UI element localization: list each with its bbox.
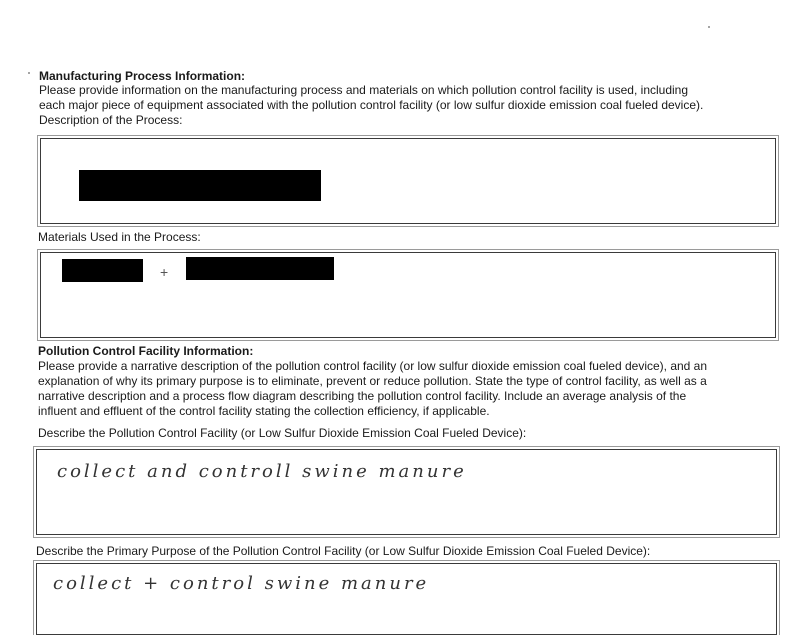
process-description-label: Description of the Process: xyxy=(39,113,183,127)
pollution-intro-line1: Please provide a narrative description of the pollution control facility (or low sulfur dioxide emission coal fueled device), and an xyxy=(38,359,708,373)
manufacturing-intro-line2: each major piece of equipment associated with the pollution control facility (or low sulfur dioxide emission coal fueled device). xyxy=(39,98,704,112)
scan-speck xyxy=(708,26,710,28)
pollution-intro-line4: influent and effluent of the control facility stating the collection efficiency, if applicable. xyxy=(38,404,490,418)
pollution-heading: Pollution Control Facility Information: xyxy=(38,344,254,358)
redaction-bar xyxy=(62,259,143,282)
redaction-bar xyxy=(186,257,334,280)
pollution-intro-line3: narrative description and a process flow diagram describing the pollution control facility. Include an average analysis of the xyxy=(38,389,687,403)
process-description-field[interactable] xyxy=(40,138,776,224)
pollution-intro-line2: explanation of why its primary purpose is to eliminate, prevent or reduce pollution. State the type of control facility, as well as a xyxy=(38,374,707,388)
manufacturing-heading: Manufacturing Process Information: xyxy=(39,69,246,83)
facility-description-field[interactable] xyxy=(36,449,777,535)
materials-label: Materials Used in the Process: xyxy=(38,230,201,244)
facility-description-label: Describe the Pollution Control Facility (or Low Sulfur Dioxide Emission Coal Fueled Device): xyxy=(38,426,527,440)
redaction-bar xyxy=(79,170,321,201)
primary-purpose-field[interactable] xyxy=(36,563,777,635)
materials-field[interactable] xyxy=(40,252,776,338)
primary-purpose-answer: collect + control swine manure xyxy=(53,573,430,594)
primary-purpose-label: Describe the Primary Purpose of the Pollution Control Facility (or Low Sulfur Dioxide Emission Coal Fueled Device): xyxy=(36,544,651,558)
manufacturing-intro-line1: Please provide information on the manufacturing process and materials on which pollution control facility is used, including xyxy=(39,83,689,97)
facility-description-answer: collect and controll swine manure xyxy=(57,461,467,482)
materials-separator: + xyxy=(160,264,169,280)
scan-speck xyxy=(28,72,30,74)
